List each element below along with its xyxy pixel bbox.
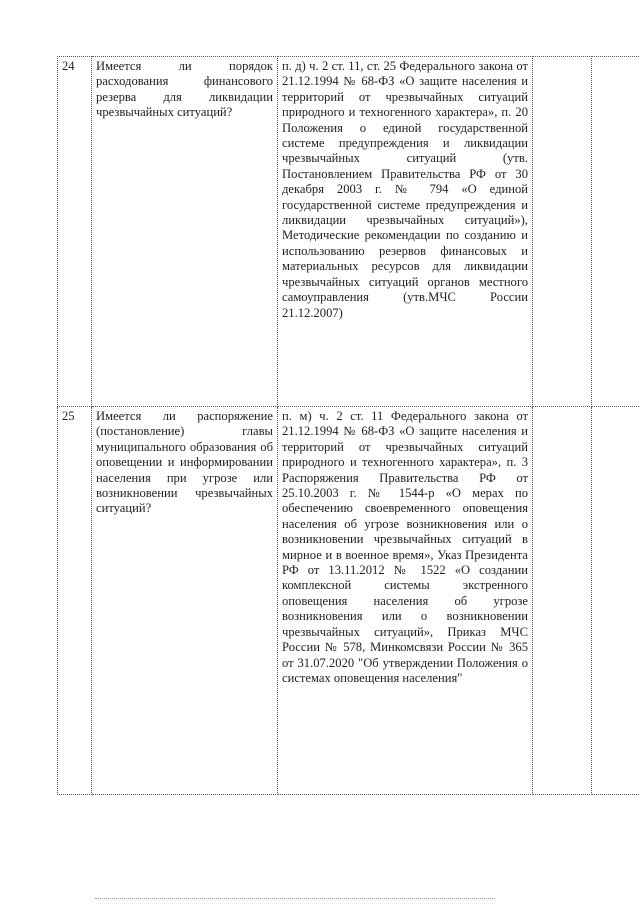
empty-cell <box>533 407 592 795</box>
row-number: 24 <box>62 59 75 73</box>
question-text: Имеется ли распоряжение (постановление) главы муниципального образования об оповещении и информировании населения при угрозе или возникновении чрезвычайных ситуаций? <box>96 409 273 516</box>
empty-cell <box>592 57 640 407</box>
empty-cell <box>592 407 640 795</box>
legal-basis-cell <box>278 57 533 407</box>
empty-cell <box>533 57 592 407</box>
row-number-cell <box>58 57 92 407</box>
table-row <box>58 57 640 407</box>
question-cell <box>92 407 278 795</box>
question-cell <box>92 57 278 407</box>
table-row <box>58 407 640 795</box>
question-text: Имеется ли порядок расходования финансового резерва для ликвидации чрезвычайных ситуаций? <box>96 59 273 120</box>
checklist-table <box>57 56 640 795</box>
legal-basis-cell <box>278 407 533 795</box>
row-number-cell <box>58 407 92 795</box>
legal-basis-text: п. м) ч. 2 ст. 11 Федерального закона от 21.12.1994 № 68-ФЗ «О защите населения и территорий от чрезвычайных ситуаций природного и техногенного характера», п. 3 Распоряжения Правительства РФ от 25.10.2003 г. № 1544-р «О мерах по обеспечению своевременного оповещения населения об угрозе возникновения или о возникновении чрезвычайных ситуаций в мирное и в военное время», Указ Президента РФ от 13.11.2012 № 1522 «О создании комплексной системы экстренного оповещения населения об угрозе возникновения или о возникновении чрезвычайных ситуаций», Приказ МЧС России № 578, Минкомсвязи России № 365 от 31.07.2020 "Об утверждении Положения о системах оповещения населения" <box>282 409 528 685</box>
scan-artifact-line <box>95 898 495 899</box>
legal-basis-text: п. д) ч. 2 ст. 11, ст. 25 Федерального закона от 21.12.1994 № 68-ФЗ «О защите населения и территорий от чрезвычайных ситуаций природного и техногенного характера», п. 20 Положения о единой государственной системе предупреждения и ликвидации чрезвычайных ситуаций (утв. Постановлением Правительства РФ от 30 декабря 2003 г. № 794 «О единой государственной системе предупреждения и ликвидации чрезвычайных ситуаций»), Методические рекомендации по созданию и использованию резервов финансовых и материальных ресурсов для ликвидации чрезвычайных ситуаций органов местного самоуправления (утв.МЧС России 21.12.2007) <box>282 59 528 320</box>
row-number: 25 <box>62 409 75 423</box>
